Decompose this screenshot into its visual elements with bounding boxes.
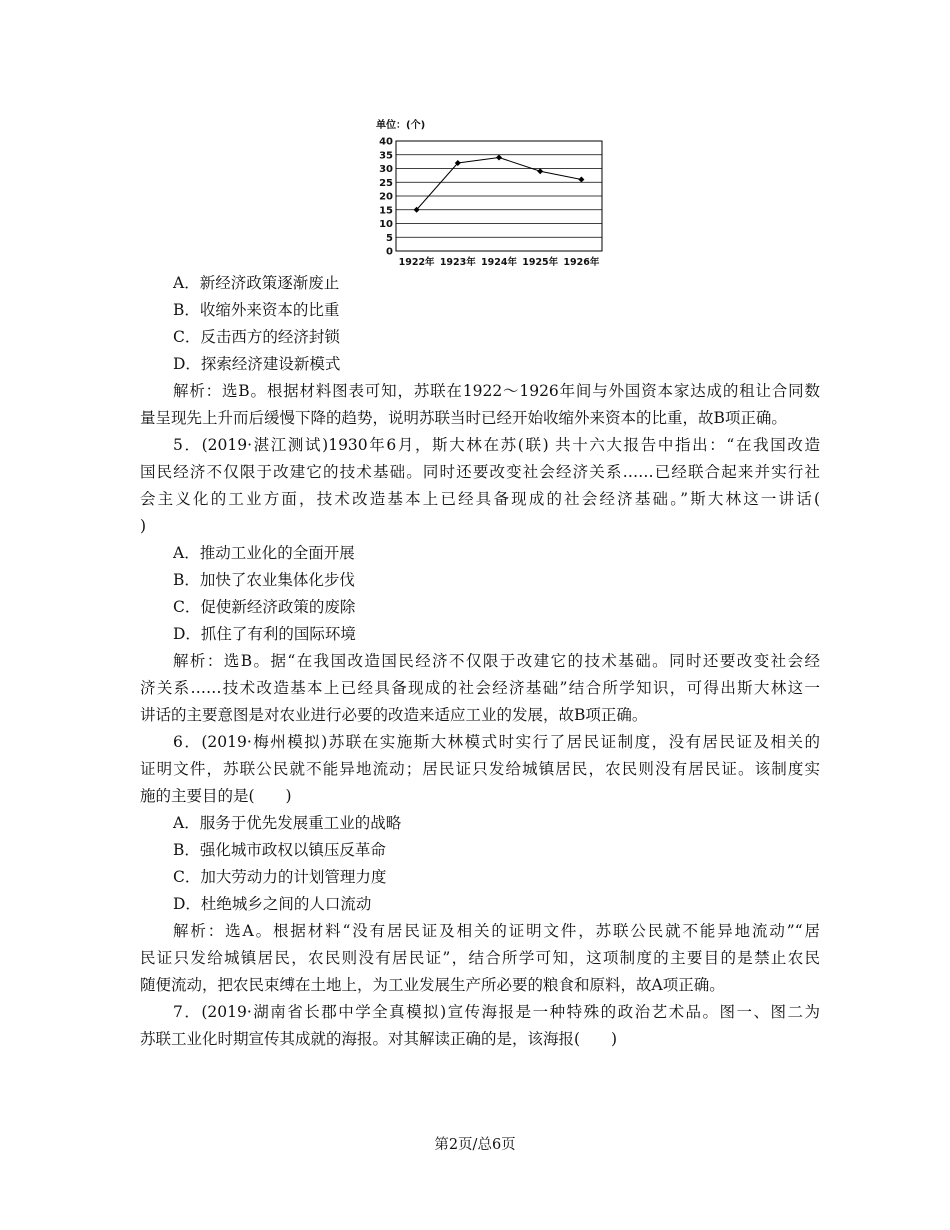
page-footer: 第2页/总6页 [434,1137,516,1153]
y-tick-label: 15 [379,205,393,217]
line-chart [368,116,608,276]
y-tick-label: 5 [386,232,393,244]
text-line: 解析：选B。根据材料图表可知，苏联在1922～1926年间与外国资本家达成的租让合同数 [173,382,820,400]
text-line: 6．(2019·梅州模拟)苏联在实施斯大林模式时实行了居民证制度，没有居民证及相关的 [173,733,820,751]
text-line: C．加大劳动力的计划管理力度 [173,868,387,886]
text-line: 5．(2019·湛江测试)1930年6月，斯大林在苏(联) 共十六大报告中指出：“在我国改造 [173,436,820,454]
series-line [417,158,582,210]
x-tick-label: 1923年 [439,257,476,268]
text-line: 7．(2019·湖南省长郡中学全真模拟)宣传海报是一种特殊的政治艺术品。图一、图二为 [173,1003,820,1021]
text-line: B．收缩外来资本的比重 [173,301,340,319]
y-tick-label: 30 [379,164,393,175]
text-line: 量呈现先上升而后缓慢下降的趋势，说明苏联当时已经开始收缩外来资本的比重，故B项正确。 [140,409,787,427]
data-point [537,168,543,174]
chart-unit-label: 单位：(个) [376,120,426,131]
text-line: 苏联工业化时期宣传其成就的海报。对其解读正确的是，该海报( ) [140,1030,618,1048]
text-line: 解析：选B。据“在我国改造国民经济不仅限于改建它的技术基础。同时还要改变社会经 [173,652,820,670]
text-line: D．探索经济建设新模式 [173,355,341,373]
text-line: A．服务于优先发展重工业的战略 [173,814,402,832]
y-tick-label: 0 [386,246,393,258]
text-line: 济关系……技术改造基本上已经具备现成的社会经济基础”结合所学知识，可得出斯大林这一 [140,679,820,697]
text-line: 国民经济不仅限于改建它的技术基础。同时还要改变社会经济关系……已经联合起来并实行社 [140,463,820,481]
text-line: ) [140,517,147,535]
text-line: 随便流动，把农民束缚在土地上，为工业发展生产所必要的粮食和原料，故A项正确。 [140,976,725,994]
y-tick-label: 10 [379,219,393,230]
text-line: 会主义化的工业方面，技术改造基本上已经具备现成的社会经济基础。”斯大林这一讲话( [140,490,820,508]
x-tick-label: 1922年 [398,257,435,268]
y-tick-label: 40 [379,136,393,148]
text-line: C．促使新经济政策的废除 [173,598,356,616]
text-line: A．新经济政策逐渐废止 [173,274,340,292]
text-line: D．抓住了有利的国际环境 [173,625,356,643]
x-tick-label: 1925年 [522,257,559,268]
y-tick-label: 20 [379,191,393,203]
text-line: 民证只发给城镇居民，农民则没有居民证”，结合所学可知，这项制度的主要目的是禁止农民 [140,949,820,967]
text-line: 解析：选A。根据材料“没有居民证及相关的证明文件，苏联公民就不能异地流动”“居 [173,922,820,940]
question-text [140,270,820,1053]
text-line: B．强化城市政权以镇压反革命 [173,841,386,859]
text-line: 施的主要目的是( ) [140,787,292,805]
y-tick-label: 25 [379,177,393,189]
text-line: C．反击西方的经济封锁 [173,328,340,346]
text-line: D．杜绝城乡之间的人口流动 [173,895,372,913]
x-tick-label: 1924年 [481,257,517,268]
data-point [496,155,502,161]
text-line: B．加快了农业集体化步伐 [173,571,355,589]
data-point [578,177,584,183]
text-line: 证明文件，苏联公民就不能异地流动；居民证只发给城镇居民，农民则没有居民证。该制度实 [140,760,820,778]
x-tick-label: 1926年 [563,257,600,268]
text-line: A．推动工业化的全面开展 [173,544,355,562]
y-tick-label: 35 [379,150,393,162]
text-line: 讲话的主要意图是对农业进行必要的改造来适应工业的发展，故B项正确。 [140,706,648,724]
